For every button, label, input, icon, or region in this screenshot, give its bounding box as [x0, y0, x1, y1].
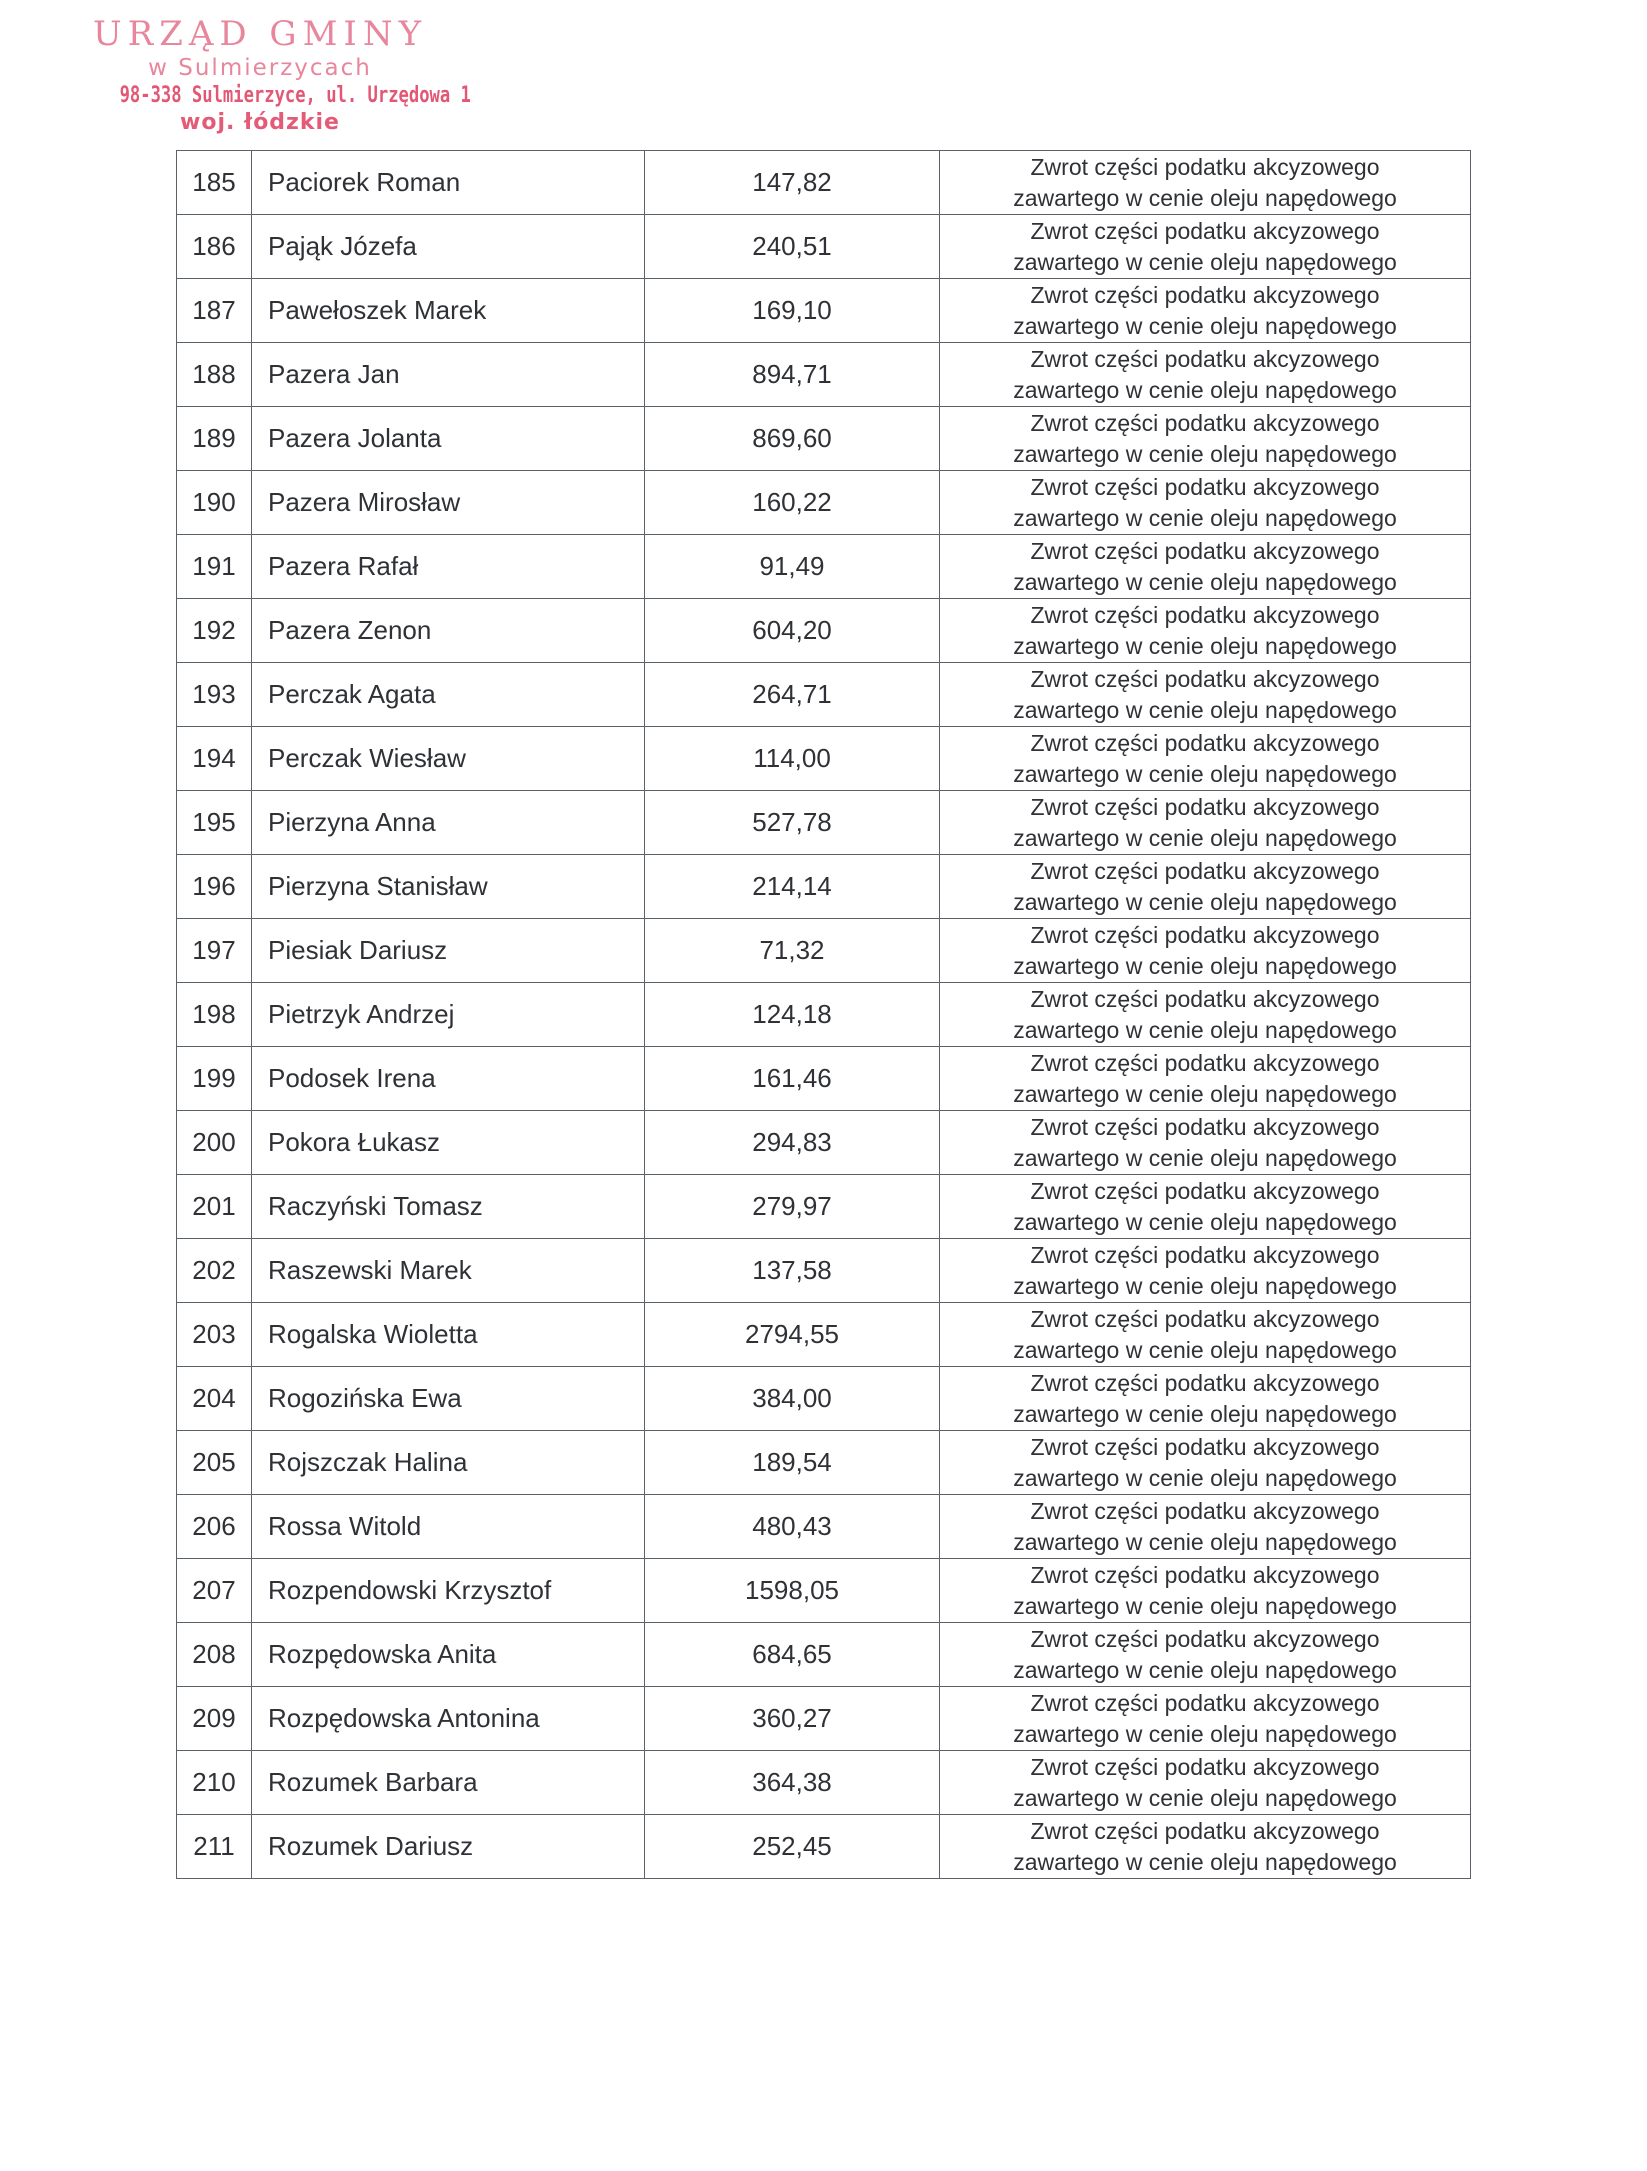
row-number: 209: [177, 1687, 252, 1751]
description-line-1: Zwrot części podatku akcyzowego: [1030, 1433, 1380, 1460]
person-name: Rossa Witold: [252, 1495, 645, 1559]
refund-description: [940, 471, 1471, 535]
person-name: Rogozińska Ewa: [252, 1367, 645, 1431]
description-line-2: zawartego w cenie oleju napędowego: [1013, 1848, 1397, 1875]
person-name: Podosek Irena: [252, 1047, 645, 1111]
person-name: Rojszczak Halina: [252, 1431, 645, 1495]
table-row: [177, 471, 1471, 535]
table-row: [177, 1687, 1471, 1751]
person-name: Raszewski Marek: [252, 1239, 645, 1303]
row-number: 191: [177, 535, 252, 599]
description-line-2: zawartego w cenie oleju napędowego: [1013, 1336, 1397, 1363]
description-line-1: Zwrot części podatku akcyzowego: [1030, 409, 1380, 436]
refund-amount: 124,18: [645, 983, 940, 1047]
refund-description: [940, 1431, 1471, 1495]
refund-amount: 169,10: [645, 279, 940, 343]
refund-amount: 294,83: [645, 1111, 940, 1175]
person-name: Pazera Jolanta: [252, 407, 645, 471]
table-row: [177, 919, 1471, 983]
description-line-1: Zwrot części podatku akcyzowego: [1030, 985, 1380, 1012]
refund-description: [940, 1367, 1471, 1431]
description-line-2: zawartego w cenie oleju napędowego: [1013, 696, 1397, 723]
person-name: Pazera Jan: [252, 343, 645, 407]
person-name: Rozpendowski Krzysztof: [252, 1559, 645, 1623]
refund-amount: 91,49: [645, 535, 940, 599]
description-line-1: Zwrot części podatku akcyzowego: [1030, 1625, 1380, 1652]
refund-description: [940, 919, 1471, 983]
row-number: 202: [177, 1239, 252, 1303]
refund-description: [940, 1751, 1471, 1815]
description-line-2: zawartego w cenie oleju napędowego: [1013, 1144, 1397, 1171]
description-line-1: Zwrot części podatku akcyzowego: [1030, 153, 1380, 180]
description-line-2: zawartego w cenie oleju napędowego: [1013, 1720, 1397, 1747]
table-row: [177, 151, 1471, 215]
table-row: [177, 1431, 1471, 1495]
person-name: Perczak Agata: [252, 663, 645, 727]
refund-amount: 684,65: [645, 1623, 940, 1687]
description-line-2: zawartego w cenie oleju napędowego: [1013, 1784, 1397, 1811]
description-line-1: Zwrot części podatku akcyzowego: [1030, 473, 1380, 500]
refund-amount: 114,00: [645, 727, 940, 791]
description-line-2: zawartego w cenie oleju napędowego: [1013, 184, 1397, 211]
person-name: Rozpędowska Anita: [252, 1623, 645, 1687]
person-name: Piesiak Dariusz: [252, 919, 645, 983]
table-row: [177, 791, 1471, 855]
row-number: 194: [177, 727, 252, 791]
stamp-locality: w Sulmierzycach: [148, 55, 372, 81]
refund-description: [940, 1239, 1471, 1303]
description-line-1: Zwrot części podatku akcyzowego: [1030, 537, 1380, 564]
description-line-1: Zwrot części podatku akcyzowego: [1030, 729, 1380, 756]
row-number: 196: [177, 855, 252, 919]
refund-description: [940, 1303, 1471, 1367]
row-number: 206: [177, 1495, 252, 1559]
refund-amount: 160,22: [645, 471, 940, 535]
row-number: 208: [177, 1623, 252, 1687]
description-line-1: Zwrot części podatku akcyzowego: [1030, 1369, 1380, 1396]
refund-amount: 161,46: [645, 1047, 940, 1111]
refund-description: [940, 1495, 1471, 1559]
row-number: 211: [177, 1815, 252, 1879]
row-number: 188: [177, 343, 252, 407]
refund-description: [940, 727, 1471, 791]
refund-amount: 1598,05: [645, 1559, 940, 1623]
refund-description: [940, 1687, 1471, 1751]
person-name: Paciorek Roman: [252, 151, 645, 215]
row-number: 201: [177, 1175, 252, 1239]
table-row: [177, 1239, 1471, 1303]
description-line-1: Zwrot części podatku akcyzowego: [1030, 921, 1380, 948]
description-line-1: Zwrot części podatku akcyzowego: [1030, 601, 1380, 628]
table-row: [177, 279, 1471, 343]
description-line-2: zawartego w cenie oleju napędowego: [1013, 1400, 1397, 1427]
person-name: Rogalska Wioletta: [252, 1303, 645, 1367]
table-row: [177, 599, 1471, 663]
description-line-2: zawartego w cenie oleju napędowego: [1013, 1528, 1397, 1555]
description-line-2: zawartego w cenie oleju napędowego: [1013, 312, 1397, 339]
description-line-2: zawartego w cenie oleju napędowego: [1013, 888, 1397, 915]
description-line-2: zawartego w cenie oleju napędowego: [1013, 1592, 1397, 1619]
person-name: Rozumek Barbara: [252, 1751, 645, 1815]
refund-amount: 604,20: [645, 599, 940, 663]
table-row: [177, 1559, 1471, 1623]
row-number: 195: [177, 791, 252, 855]
person-name: Pierzyna Stanisław: [252, 855, 645, 919]
refund-description: [940, 1047, 1471, 1111]
description-line-2: zawartego w cenie oleju napędowego: [1013, 760, 1397, 787]
row-number: 203: [177, 1303, 252, 1367]
table-row: [177, 1303, 1471, 1367]
refund-description: [940, 855, 1471, 919]
description-line-2: zawartego w cenie oleju napędowego: [1013, 824, 1397, 851]
refund-description: [940, 791, 1471, 855]
row-number: 207: [177, 1559, 252, 1623]
refund-amount: 384,00: [645, 1367, 940, 1431]
person-name: Pietrzyk Andrzej: [252, 983, 645, 1047]
description-line-1: Zwrot części podatku akcyzowego: [1030, 217, 1380, 244]
table-row: [177, 1623, 1471, 1687]
table-row: [177, 1495, 1471, 1559]
table-row: [177, 1111, 1471, 1175]
table-row: [177, 343, 1471, 407]
row-number: 197: [177, 919, 252, 983]
row-number: 187: [177, 279, 252, 343]
refund-amount: 71,32: [645, 919, 940, 983]
description-line-1: Zwrot części podatku akcyzowego: [1030, 1497, 1380, 1524]
refund-amount: 364,38: [645, 1751, 940, 1815]
description-line-2: zawartego w cenie oleju napędowego: [1013, 248, 1397, 275]
refund-amount: 869,60: [645, 407, 940, 471]
refund-amount: 137,58: [645, 1239, 940, 1303]
row-number: 199: [177, 1047, 252, 1111]
refund-amount: 214,14: [645, 855, 940, 919]
row-number: 185: [177, 151, 252, 215]
refund-description: [940, 279, 1471, 343]
person-name: Pazera Mirosław: [252, 471, 645, 535]
person-name: Pazera Zenon: [252, 599, 645, 663]
stamp-voivodeship: woj. łódzkie: [180, 110, 340, 135]
table-row: [177, 1751, 1471, 1815]
table-body: [177, 151, 1471, 1879]
table-row: [177, 663, 1471, 727]
table-row: [177, 1175, 1471, 1239]
description-line-1: Zwrot części podatku akcyzowego: [1030, 1753, 1380, 1780]
person-name: Raczyński Tomasz: [252, 1175, 645, 1239]
table-row: [177, 1367, 1471, 1431]
description-line-1: Zwrot części podatku akcyzowego: [1030, 665, 1380, 692]
refund-amount: 147,82: [645, 151, 940, 215]
row-number: 192: [177, 599, 252, 663]
refund-description: [940, 1623, 1471, 1687]
description-line-2: zawartego w cenie oleju napędowego: [1013, 1656, 1397, 1683]
table-row: [177, 983, 1471, 1047]
refund-description: [940, 599, 1471, 663]
person-name: Pawełoszek Marek: [252, 279, 645, 343]
row-number: 204: [177, 1367, 252, 1431]
description-line-2: zawartego w cenie oleju napędowego: [1013, 1016, 1397, 1043]
table-row: [177, 855, 1471, 919]
table-row: [177, 535, 1471, 599]
refund-description: [940, 1111, 1471, 1175]
row-number: 210: [177, 1751, 252, 1815]
description-line-2: zawartego w cenie oleju napędowego: [1013, 1208, 1397, 1235]
refund-description: [940, 151, 1471, 215]
refund-description: [940, 663, 1471, 727]
description-line-2: zawartego w cenie oleju napędowego: [1013, 568, 1397, 595]
description-line-1: Zwrot części podatku akcyzowego: [1030, 1305, 1380, 1332]
refund-amount: 527,78: [645, 791, 940, 855]
row-number: 193: [177, 663, 252, 727]
row-number: 186: [177, 215, 252, 279]
refund-description: [940, 215, 1471, 279]
table-row: [177, 215, 1471, 279]
refund-amount: 252,45: [645, 1815, 940, 1879]
description-line-2: zawartego w cenie oleju napędowego: [1013, 1464, 1397, 1491]
description-line-1: Zwrot części podatku akcyzowego: [1030, 857, 1380, 884]
refund-description: [940, 1815, 1471, 1879]
row-number: 198: [177, 983, 252, 1047]
refund-amount: 2794,55: [645, 1303, 940, 1367]
description-line-2: zawartego w cenie oleju napędowego: [1013, 504, 1397, 531]
table-row: [177, 1815, 1471, 1879]
description-line-1: Zwrot części podatku akcyzowego: [1030, 1177, 1380, 1204]
refund-amount: 189,54: [645, 1431, 940, 1495]
row-number: 200: [177, 1111, 252, 1175]
description-line-1: Zwrot części podatku akcyzowego: [1030, 1817, 1380, 1844]
refund-description: [940, 1175, 1471, 1239]
table-row: [177, 1047, 1471, 1111]
description-line-1: Zwrot części podatku akcyzowego: [1030, 1561, 1380, 1588]
refund-amount: 264,71: [645, 663, 940, 727]
person-name: Rozpędowska Antonina: [252, 1687, 645, 1751]
description-line-1: Zwrot części podatku akcyzowego: [1030, 1241, 1380, 1268]
description-line-2: zawartego w cenie oleju napędowego: [1013, 632, 1397, 659]
refund-amount: 360,27: [645, 1687, 940, 1751]
description-line-1: Zwrot części podatku akcyzowego: [1030, 281, 1380, 308]
person-name: Pierzyna Anna: [252, 791, 645, 855]
stamp-address: 98-338 Sulmierzyce, ul. Urzędowa 1: [119, 83, 471, 108]
description-line-1: Zwrot części podatku akcyzowego: [1030, 345, 1380, 372]
row-number: 205: [177, 1431, 252, 1495]
description-line-2: zawartego w cenie oleju napędowego: [1013, 376, 1397, 403]
refund-amount: 480,43: [645, 1495, 940, 1559]
refund-list-table: [176, 150, 1471, 1879]
description-line-1: Zwrot części podatku akcyzowego: [1030, 793, 1380, 820]
table-row: [177, 407, 1471, 471]
row-number: 189: [177, 407, 252, 471]
refund-amount: 894,71: [645, 343, 940, 407]
table-row: [177, 727, 1471, 791]
refund-description: [940, 1559, 1471, 1623]
refund-description: [940, 343, 1471, 407]
description-line-1: Zwrot części podatku akcyzowego: [1030, 1113, 1380, 1140]
person-name: Rozumek Dariusz: [252, 1815, 645, 1879]
description-line-2: zawartego w cenie oleju napędowego: [1013, 1080, 1397, 1107]
row-number: 190: [177, 471, 252, 535]
stamp-office-name: URZĄD GMINY: [92, 14, 428, 54]
office-stamp: [80, 14, 471, 136]
description-line-2: zawartego w cenie oleju napędowego: [1013, 440, 1397, 467]
refund-description: [940, 407, 1471, 471]
description-line-2: zawartego w cenie oleju napędowego: [1013, 952, 1397, 979]
person-name: Pazera Rafał: [252, 535, 645, 599]
person-name: Pająk Józefa: [252, 215, 645, 279]
description-line-1: Zwrot części podatku akcyzowego: [1030, 1689, 1380, 1716]
refund-amount: 279,97: [645, 1175, 940, 1239]
person-name: Perczak Wiesław: [252, 727, 645, 791]
person-name: Pokora Łukasz: [252, 1111, 645, 1175]
refund-amount: 240,51: [645, 215, 940, 279]
refund-description: [940, 983, 1471, 1047]
description-line-1: Zwrot części podatku akcyzowego: [1030, 1049, 1380, 1076]
refund-description: [940, 535, 1471, 599]
description-line-2: zawartego w cenie oleju napędowego: [1013, 1272, 1397, 1299]
